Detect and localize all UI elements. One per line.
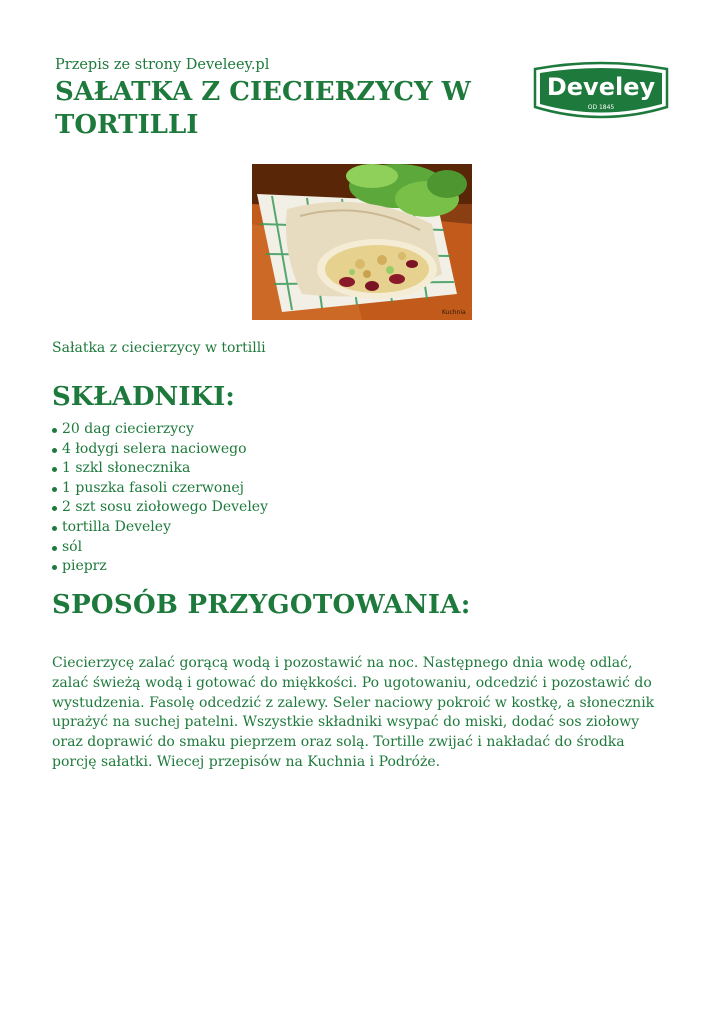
method-heading: SPOSÓB PRZYGOTOWANIA: bbox=[52, 590, 471, 620]
photo-caption: Sałatka z ciecierzycy w tortilli bbox=[52, 340, 266, 356]
list-item: 4 łodygi selera naciowego bbox=[52, 440, 268, 460]
source-line: Przepis ze strony Develeey.pl bbox=[55, 57, 270, 73]
recipe-title: SAŁATKA Z CIECIERZYCY W TORTILLI bbox=[55, 77, 471, 140]
recipe-photo bbox=[252, 164, 472, 320]
logo-subtext: OD 1845 bbox=[587, 104, 615, 111]
ingredients-list bbox=[52, 420, 268, 577]
list-item: pieprz bbox=[52, 557, 268, 577]
ingredients-heading: SKŁADNIKI: bbox=[52, 382, 235, 412]
list-item: 20 dag ciecierzycy bbox=[52, 420, 268, 440]
list-item: 1 puszka fasoli czerwonej bbox=[52, 479, 268, 499]
list-item: 2 szt sosu ziołowego Develey bbox=[52, 498, 268, 518]
list-item: sól bbox=[52, 538, 268, 558]
method-text: Ciecierzycę zalać gorącą wodą i pozostawić na noc. Następnego dnia wodę odlać, zalać świeżą wodą i gotować do miękkości. Po ugotowaniu, odcedzić i pozostawić do wystudzenia. Fasolę odcedzić z zalewy. Seler naciowy pokroić w kostkę, a słonecznik uprażyć na suchej patelni. Wszystkie składniki wsypać do miski, dodać sos ziołowy oraz doprawić do smaku pieprzem oraz solą. Tortille zwijać i nakładać do środka porcję sałatki. Wiecej przepisów na Kuchnia i Podróże. bbox=[52, 655, 655, 770]
list-item: tortilla Develey bbox=[52, 518, 268, 538]
list-item: 1 szkl słonecznika bbox=[52, 459, 268, 479]
develey-logo bbox=[531, 59, 671, 123]
photo-watermark: Kuchnia bbox=[442, 309, 466, 316]
logo-wordmark: Develey bbox=[546, 73, 656, 101]
